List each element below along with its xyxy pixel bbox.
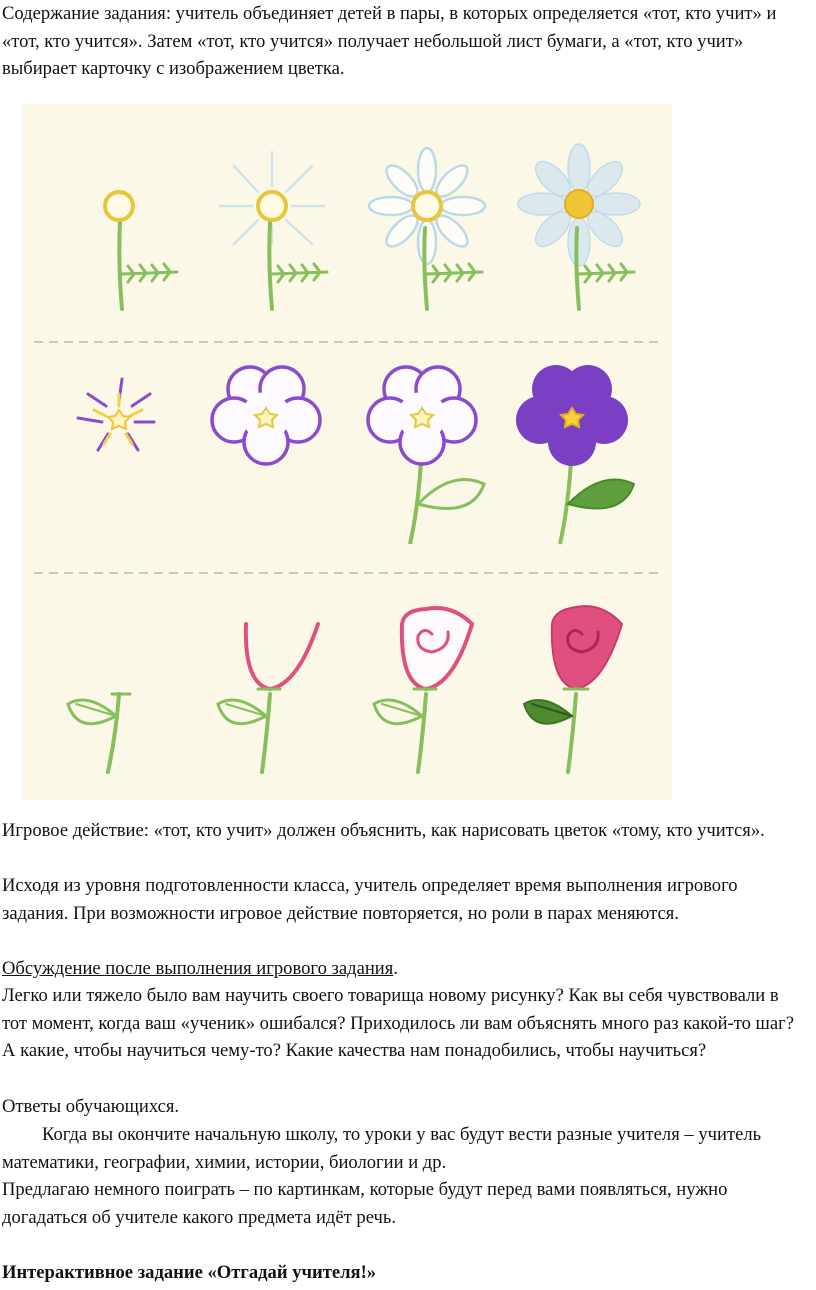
task-title: Интерактивное задание «Отгадай учителя!» <box>2 1262 377 1283</box>
pansy-step-2 <box>212 367 320 464</box>
game-action-paragraph: Игровое действие: «тот, кто учит» должен объяснить, как нарисовать цветок «тому, кто учится». <box>2 820 765 841</box>
pansy-step-3 <box>368 367 484 544</box>
pansy-step-4 <box>516 365 634 544</box>
level-paragraph: Исходя из уровня подготовленности класса, учитель определяет время выполнения игрового задания. При возможности игровое действие повторяется, но роли в парах меняются. <box>2 875 738 924</box>
discussion-heading-text: Обсуждение после выполнения игрового задания <box>2 958 394 979</box>
discussion-heading <box>2 955 802 983</box>
rose-step-1 <box>68 694 130 772</box>
questions-paragraph: Легко или тяжело было вам научить своего товарища новому рисунку? Как вы себя чувствовали в тот момент, когда ваш «ученик» ошибался? Приходилось ли вам объяснять много раз какой-то шаг? А какие, чтобы научиться чему-то? Какие качества нам понадобились, чтобы научиться? <box>2 985 794 1062</box>
offer-paragraph: Предлагаю немного поиграть – по картинкам, которые будут перед вами появляться, нужно догадаться об учителе какого предмета идёт речь. <box>2 1179 728 1228</box>
rose-step-2 <box>218 624 318 772</box>
teachers-paragraph: Когда вы окончите начальную школу, то уроки у вас будут вести разные учителя – учитель математики, географии, химии, истории, биологии и др. <box>2 1124 762 1173</box>
rose-step-4 <box>524 606 622 772</box>
flower-drawing-steps-image <box>22 104 672 800</box>
rose-step-3 <box>374 608 472 772</box>
daisy-step-4 <box>518 144 640 309</box>
daisy-step-2 <box>220 152 327 309</box>
discussion-heading-period: . <box>393 958 398 979</box>
daisy-step-1 <box>105 192 177 309</box>
answers-paragraph: Ответы обучающихся. <box>2 1096 180 1117</box>
daisy-step-3 <box>369 148 485 309</box>
intro-paragraph: Содержание задания: учитель объединяет детей в пары, в которых определяется «тот, кто учит» и «тот, кто учится». Затем «тот, кто учится» получает небольшой лист бумаги, а «тот, кто учит» выбирает карточку с изображением цветка. <box>2 3 777 80</box>
pansy-step-1 <box>78 379 154 450</box>
